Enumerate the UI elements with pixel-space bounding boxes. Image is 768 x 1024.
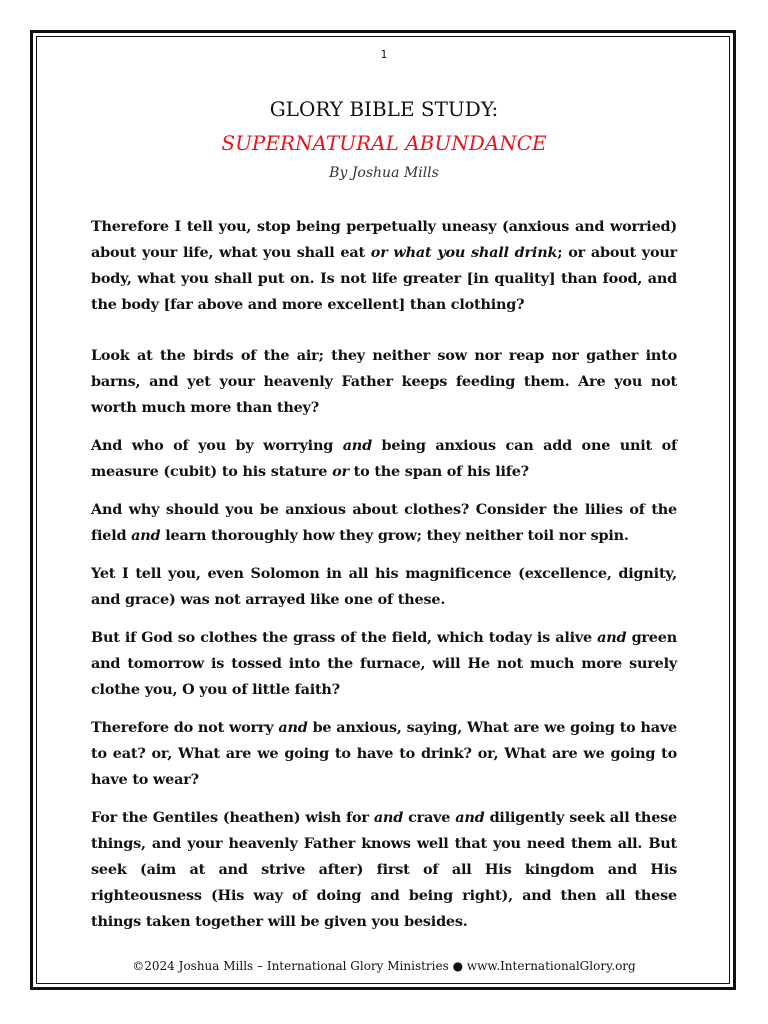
paragraph-text: crave	[403, 809, 456, 826]
page-title: GLORY BIBLE STUDY:	[269, 97, 499, 121]
paragraph-italic-text: and	[455, 809, 485, 826]
paragraph-1	[91, 214, 677, 318]
paragraph-text: green and tomorrow is tossed into the furnace, will He not much more surely clothe you, O you of little faith?	[91, 629, 677, 698]
paragraph-text: For the Gentiles (heathen) wish for	[91, 809, 374, 826]
paragraph-6	[91, 625, 677, 703]
paragraph-text: learn thoroughly how they grow; they neither toil nor spin.	[160, 527, 629, 544]
scripture-body	[91, 214, 677, 935]
paragraph-text: be anxious, saying, What are we going to have to eat? or, What are we going to have to drink? or, What are we going to have to wear?	[91, 719, 677, 788]
paragraph-7	[91, 715, 677, 793]
paragraph-text: Therefore I tell you, stop being perpetually uneasy (anxious and worried) about your life, what you shall eat	[91, 218, 677, 261]
paragraph-text: And who of you by worrying	[91, 437, 343, 454]
paragraph-text: And why should you be anxious about clothes? Consider the lilies of the field	[91, 501, 677, 544]
paragraph-3	[91, 433, 677, 485]
page-footer: ©2024 Joshua Mills – International Glory Ministries ● www.InternationalGlory.org	[132, 959, 636, 973]
paragraph-italic-text: or	[332, 463, 349, 480]
paragraph-text: Therefore do not worry	[91, 719, 279, 736]
paragraph-italic-text: and	[278, 719, 308, 736]
paragraph-4	[91, 497, 677, 549]
paragraph-text: to the span of his life?	[348, 463, 529, 480]
paragraph-5	[91, 561, 677, 613]
author-byline: By Joshua Mills	[329, 165, 439, 181]
paragraph-2	[91, 343, 677, 421]
page-number: 1	[380, 48, 388, 61]
paragraph-italic-text: and	[597, 629, 627, 646]
paragraph-text: Look at the birds of the air; they neither sow nor reap nor gather into barns, and yet your heavenly Father keeps feeding them. Are you not worth much more than they?	[91, 347, 677, 416]
paragraph-text: being anxious can add one unit of measure (cubit) to his stature	[91, 437, 677, 480]
paragraph-italic-text: or what you shall drink	[370, 244, 558, 261]
paragraph-8	[91, 805, 677, 935]
paragraph-text: ; or about your body, what you shall put on. Is not life greater [in quality] than food, and the body [far above and more excellent] than clothing?	[91, 244, 678, 313]
paragraph-italic-text: and	[373, 809, 404, 826]
paragraph-text: Yet I tell you, even Solomon in all his magnificence (excellence, dignity, and grace) was not arrayed like one of these.	[91, 565, 677, 608]
paragraph-text: diligently seek all these things, and your heavenly Father knows well that you need them all. But seek (aim at and strive after) first of all His kingdom and His righteousness (His way of doing and being right), and then all these things taken together will be given you besides.	[91, 809, 678, 930]
page-subtitle: SUPERNATURAL ABUNDANCE	[221, 131, 547, 155]
paragraph-italic-text: and	[342, 437, 372, 454]
paragraph-italic-text: and	[131, 527, 161, 544]
paragraph-text: But if God so clothes the grass of the field, which today is alive	[91, 629, 598, 646]
